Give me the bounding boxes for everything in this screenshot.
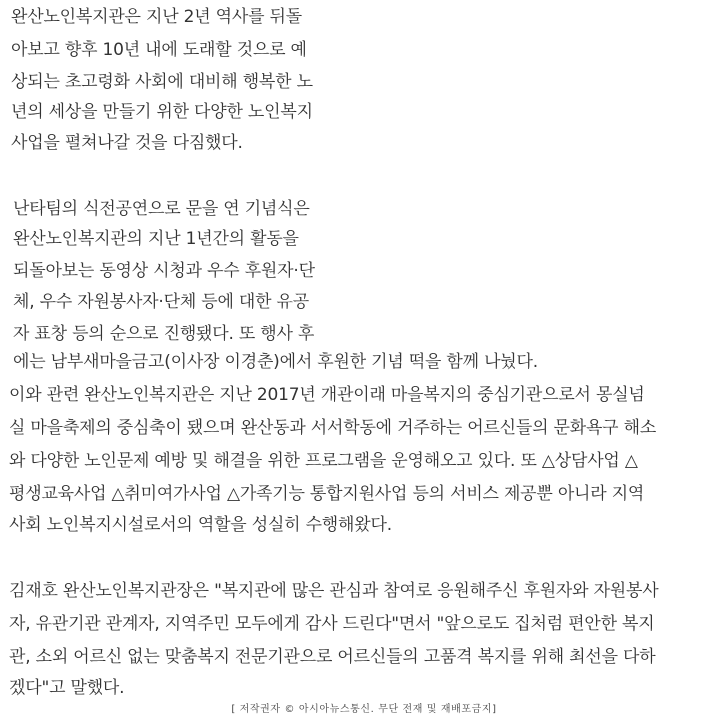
paragraph-4-line-4: 겠다"고 말했다. — [9, 678, 125, 698]
paragraph-1-line-3: 상되는 초고령화 사회에 대비해 행복한 노 — [11, 72, 313, 92]
paragraph-1-line-5: 사업을 펼쳐나갈 것을 다짐했다. — [11, 133, 243, 153]
paragraph-3-line-1: 이와 관련 완산노인복지관은 지난 2017년 개관이래 마을복지의 중심기관으로서 몽실넘 — [9, 385, 645, 405]
copyright-notice: [ 저작권자 © 아시아뉴스통신. 무단 전재 및 재배포금지] — [231, 704, 497, 715]
paragraph-3-line-4: 평생교육사업 △취미여가사업 △가족기능 통합지원사업 등의 서비스 제공뿐 아니라 지역 — [9, 484, 645, 504]
paragraph-3-line-3: 와 다양한 노인문제 예방 및 해결을 위한 프로그램을 운영해오고 있다. 또 △상담사업 △ — [9, 451, 638, 471]
paragraph-2-line-6: 에는 남부새마을금고(이사장 이경춘)에서 후원한 기념 떡을 함께 나눴다. — [13, 352, 538, 372]
paragraph-2-line-4: 체, 우수 자원봉사자·단체 등에 대한 유공 — [13, 292, 309, 312]
paragraph-2-line-1: 난타팀의 식전공연으로 문을 연 기념식은 — [13, 199, 310, 219]
paragraph-2-line-2: 완산노인복지관의 지난 1년간의 활동을 — [13, 229, 299, 249]
paragraph-4-line-3: 관, 소외 어르신 없는 맞춤복지 전문기관으로 어르신들의 고품격 복지를 위해 최선을 다하 — [9, 647, 656, 667]
paragraph-3-line-2: 실 마을축제의 중심축이 됐으며 완산동과 서서학동에 거주하는 어르신들의 문화욕구 해소 — [9, 418, 657, 438]
paragraph-4-line-2: 자, 유관기관 관계자, 지역주민 모두에게 감사 드린다"면서 "앞으로도 집처럼 편안한 복지 — [9, 614, 655, 634]
paragraph-2-line-3: 되돌아보는 동영상 시청과 우수 후원자·단 — [13, 261, 315, 281]
paragraph-3-line-5: 사회 노인복지시설로서의 역할을 성실히 수행해왔다. — [9, 515, 392, 535]
paragraph-1-line-2: 아보고 향후 10년 내에 도래할 것으로 예 — [11, 40, 307, 60]
paragraph-1-line-1: 완산노인복지관은 지난 2년 역사를 뒤돌 — [11, 7, 302, 27]
paragraph-2-line-5: 자 표창 등의 순으로 진행됐다. 또 행사 후 — [13, 324, 315, 344]
paragraph-1-line-4: 년의 세상을 만들기 위한 다양한 노인복지 — [11, 102, 313, 122]
paragraph-4-line-1: 김재호 완산노인복지관장은 "복지관에 많은 관심과 참여로 응원해주신 후원자와 자원봉사 — [9, 581, 659, 601]
